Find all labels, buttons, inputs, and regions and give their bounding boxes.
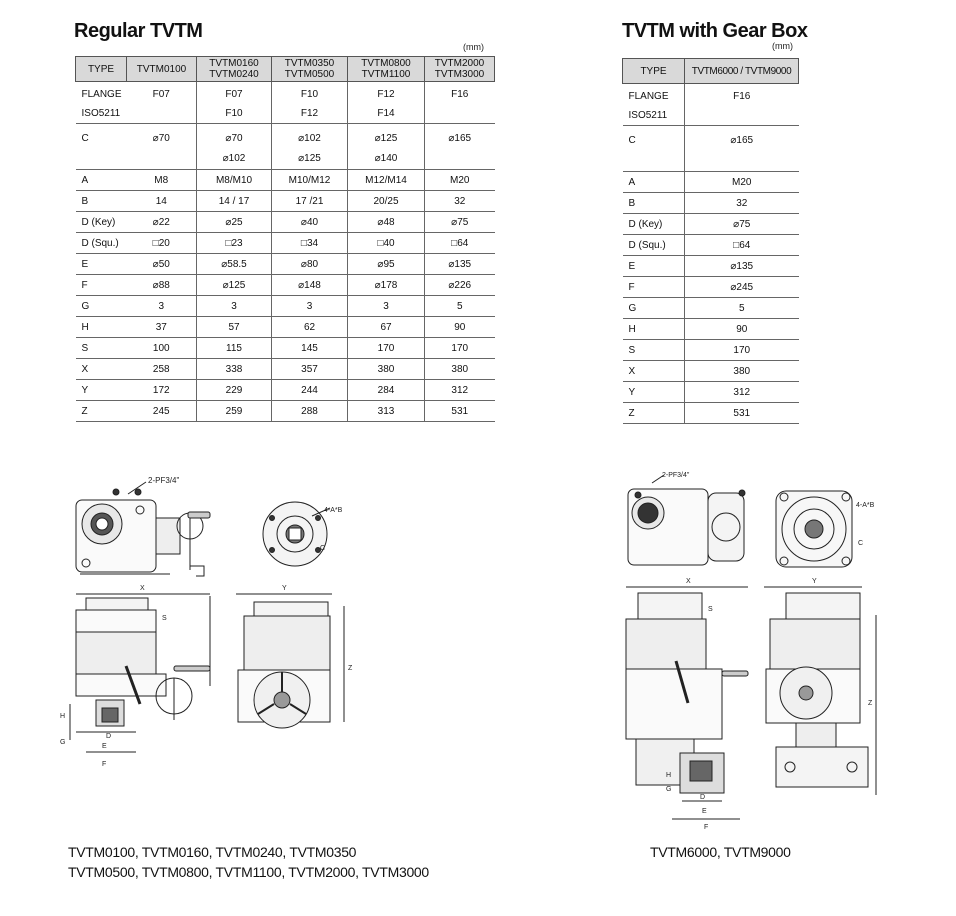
table-cell: 3 xyxy=(348,296,425,317)
row-label: D (Squ.) xyxy=(76,233,127,254)
table-cell: ⌀102 ⌀125 xyxy=(272,124,348,170)
gearbox-unit: (mm) xyxy=(772,41,793,51)
table-cell: □23 xyxy=(197,233,272,254)
row-label: Y xyxy=(623,382,685,403)
table-cell: ⌀70 ⌀102 xyxy=(197,124,272,170)
table-cell: □34 xyxy=(272,233,348,254)
regular-top-view xyxy=(76,482,210,576)
regular-front-view xyxy=(70,585,210,752)
regular-caption xyxy=(68,842,429,882)
table-cell: ⌀148 xyxy=(272,275,348,296)
table-cell: ⌀48 xyxy=(348,212,425,233)
g-label: G xyxy=(666,786,672,793)
table-cell: 14 xyxy=(127,191,197,212)
z-label: Z xyxy=(868,700,873,707)
table-cell: 245 xyxy=(127,401,197,422)
table-row xyxy=(623,382,799,403)
table-cell: F07 F10 xyxy=(197,82,272,124)
x-label: X xyxy=(140,585,145,592)
row-label: B xyxy=(76,191,127,212)
row-label: Y xyxy=(76,380,127,401)
table-row xyxy=(623,126,799,172)
regular-actuator-drawing xyxy=(50,470,370,780)
gearbox-side-view xyxy=(764,578,876,795)
table-cell: ⌀25 xyxy=(197,212,272,233)
table-cell: 57 xyxy=(197,317,272,338)
table-cell: ⌀75 xyxy=(685,214,799,235)
table-row xyxy=(76,317,495,338)
table-cell: M20 xyxy=(685,172,799,193)
y-label: Y xyxy=(282,585,287,592)
table-cell: □20 xyxy=(127,233,197,254)
gearbox-spec-table xyxy=(622,58,799,424)
row-label: A xyxy=(76,170,127,191)
row-label: E xyxy=(623,256,685,277)
c-label: C xyxy=(858,540,864,547)
table-row xyxy=(623,172,799,193)
table-row xyxy=(623,193,799,214)
table-cell: 312 xyxy=(425,380,495,401)
table-cell: 288 xyxy=(272,401,348,422)
port-label: 2-PF3/4" xyxy=(148,476,180,485)
table-cell: 145 xyxy=(272,338,348,359)
table-row xyxy=(623,298,799,319)
table-cell: 380 xyxy=(685,361,799,382)
table-cell: 531 xyxy=(685,403,799,424)
table-cell: F10 F12 xyxy=(272,82,348,124)
e-label: E xyxy=(102,743,107,750)
table-row xyxy=(623,403,799,424)
row-label: FLANGE ISO5211 xyxy=(623,84,685,126)
h-label: H xyxy=(60,713,66,720)
table-row xyxy=(623,319,799,340)
table-cell: ⌀165 xyxy=(685,126,799,172)
c-label: C xyxy=(320,545,326,552)
table-row xyxy=(76,380,495,401)
table-row xyxy=(76,401,495,422)
table-cell: ⌀125 xyxy=(197,275,272,296)
table-cell: 115 xyxy=(197,338,272,359)
table-cell: F16 xyxy=(425,82,495,124)
table-cell: 90 xyxy=(425,317,495,338)
row-label: E xyxy=(76,254,127,275)
table-cell: 5 xyxy=(425,296,495,317)
table-cell: ⌀58.5 xyxy=(197,254,272,275)
table-cell: 258 xyxy=(127,359,197,380)
header-col: TVTM0100 xyxy=(127,57,197,82)
row-label: A xyxy=(623,172,685,193)
holes-label: 4-A*B xyxy=(856,502,875,509)
table-cell: □40 xyxy=(348,233,425,254)
regular-unit: (mm) xyxy=(463,42,484,52)
table-cell: 380 xyxy=(348,359,425,380)
row-label: F xyxy=(76,275,127,296)
table-row xyxy=(623,214,799,235)
row-label: S xyxy=(76,338,127,359)
table-header-row xyxy=(623,59,799,84)
d-label: D xyxy=(700,794,706,801)
holes-label: 4-A*B xyxy=(324,507,343,514)
table-row xyxy=(76,124,495,170)
g-label: G xyxy=(60,739,66,746)
header-col: TVTM0800 TVTM1100 xyxy=(348,57,425,82)
row-label: F xyxy=(623,277,685,298)
table-cell: ⌀165 xyxy=(425,124,495,170)
gearbox-actuator-drawing xyxy=(610,465,890,835)
table-cell: 100 xyxy=(127,338,197,359)
table-cell: 170 xyxy=(685,340,799,361)
table-cell: 312 xyxy=(685,382,799,403)
table-cell: 3 xyxy=(127,296,197,317)
row-label: G xyxy=(623,298,685,319)
d-label: D xyxy=(106,733,112,740)
z-label: Z xyxy=(348,665,353,672)
table-cell: F12 F14 xyxy=(348,82,425,124)
table-cell: 284 xyxy=(348,380,425,401)
table-cell: 5 xyxy=(685,298,799,319)
header-type: TYPE xyxy=(623,59,685,84)
table-cell: 67 xyxy=(348,317,425,338)
row-label: C xyxy=(623,126,685,172)
row-label: Z xyxy=(623,403,685,424)
table-cell: 17 /21 xyxy=(272,191,348,212)
row-label: C xyxy=(76,124,127,170)
table-cell: ⌀70 xyxy=(127,124,197,170)
table-cell: 14 / 17 xyxy=(197,191,272,212)
x-label: X xyxy=(686,578,691,585)
table-cell: F07 xyxy=(127,82,197,124)
table-cell: ⌀75 xyxy=(425,212,495,233)
table-row xyxy=(76,82,495,124)
table-row xyxy=(623,256,799,277)
row-label: G xyxy=(76,296,127,317)
table-row xyxy=(76,212,495,233)
row-label: X xyxy=(623,361,685,382)
table-cell: M10/M12 xyxy=(272,170,348,191)
table-row xyxy=(76,254,495,275)
s-label: S xyxy=(162,615,167,622)
header-col: TVTM6000 / TVTM9000 xyxy=(685,59,799,84)
row-label: H xyxy=(623,319,685,340)
header-col: TVTM0350 TVTM0500 xyxy=(272,57,348,82)
table-cell: M8 xyxy=(127,170,197,191)
table-cell: ⌀22 xyxy=(127,212,197,233)
row-label: B xyxy=(623,193,685,214)
gearbox-flange-view xyxy=(776,491,852,567)
table-cell: 531 xyxy=(425,401,495,422)
table-cell: 172 xyxy=(127,380,197,401)
table-row xyxy=(623,361,799,382)
table-cell: ⌀135 xyxy=(425,254,495,275)
table-cell: 32 xyxy=(425,191,495,212)
regular-title: Regular TVTM xyxy=(74,20,203,42)
table-cell: F16 xyxy=(685,84,799,126)
row-label: H xyxy=(76,317,127,338)
table-cell: 3 xyxy=(197,296,272,317)
row-label: S xyxy=(623,340,685,361)
f-label: F xyxy=(704,824,709,831)
regular-flange-view xyxy=(263,502,330,566)
table-cell: ⌀80 xyxy=(272,254,348,275)
row-label: FLANGE ISO5211 xyxy=(76,82,127,124)
table-row xyxy=(76,296,495,317)
gearbox-top-view xyxy=(628,475,745,565)
y-label: Y xyxy=(812,578,817,585)
table-row xyxy=(76,359,495,380)
table-cell: ⌀40 xyxy=(272,212,348,233)
table-cell: ⌀178 xyxy=(348,275,425,296)
table-cell: M8/M10 xyxy=(197,170,272,191)
table-row xyxy=(623,84,799,126)
gearbox-title: TVTM with Gear Box xyxy=(622,20,808,42)
regular-spec-table xyxy=(75,56,495,422)
table-cell: 313 xyxy=(348,401,425,422)
row-label: D (Key) xyxy=(623,214,685,235)
table-row xyxy=(76,275,495,296)
s-label: S xyxy=(708,606,713,613)
table-cell: 3 xyxy=(272,296,348,317)
header-col: TVTM0160 TVTM0240 xyxy=(197,57,272,82)
table-cell: M20 xyxy=(425,170,495,191)
port-label: 2-PF3/4" xyxy=(662,472,690,479)
regular-caption-line: TVTM0100, TVTM0160, TVTM0240, TVTM0350 xyxy=(68,844,357,860)
table-cell: ⌀95 xyxy=(348,254,425,275)
table-cell: 37 xyxy=(127,317,197,338)
table-row xyxy=(76,338,495,359)
table-cell: 90 xyxy=(685,319,799,340)
table-cell: ⌀135 xyxy=(685,256,799,277)
header-type: TYPE xyxy=(76,57,127,82)
table-cell: ⌀226 xyxy=(425,275,495,296)
table-cell: □64 xyxy=(425,233,495,254)
table-row xyxy=(76,170,495,191)
table-cell: ⌀245 xyxy=(685,277,799,298)
gearbox-caption: TVTM6000, TVTM9000 xyxy=(650,844,791,860)
regular-side-view xyxy=(236,585,344,728)
table-cell: M12/M14 xyxy=(348,170,425,191)
table-cell: 229 xyxy=(197,380,272,401)
table-row xyxy=(623,277,799,298)
table-row xyxy=(76,191,495,212)
table-header-row xyxy=(76,57,495,82)
table-cell: ⌀50 xyxy=(127,254,197,275)
f-label: F xyxy=(102,761,107,768)
table-row xyxy=(623,340,799,361)
table-cell: 357 xyxy=(272,359,348,380)
table-cell: 244 xyxy=(272,380,348,401)
table-cell: ⌀88 xyxy=(127,275,197,296)
table-cell: 32 xyxy=(685,193,799,214)
h-label: H xyxy=(666,772,672,779)
gearbox-front-view xyxy=(626,578,748,819)
table-row xyxy=(623,235,799,256)
table-cell: 170 xyxy=(348,338,425,359)
row-label: D (Key) xyxy=(76,212,127,233)
table-row xyxy=(76,233,495,254)
row-label: X xyxy=(76,359,127,380)
table-cell: 20/25 xyxy=(348,191,425,212)
row-label: D (Squ.) xyxy=(623,235,685,256)
table-cell: 338 xyxy=(197,359,272,380)
table-cell: 62 xyxy=(272,317,348,338)
table-cell: □64 xyxy=(685,235,799,256)
table-cell: 380 xyxy=(425,359,495,380)
table-cell: 259 xyxy=(197,401,272,422)
header-col: TVTM2000 TVTM3000 xyxy=(425,57,495,82)
row-label: Z xyxy=(76,401,127,422)
table-cell: 170 xyxy=(425,338,495,359)
regular-caption-line: TVTM0500, TVTM0800, TVTM1100, TVTM2000, TVTM3000 xyxy=(68,864,429,880)
e-label: E xyxy=(702,808,707,815)
table-cell: ⌀125 ⌀140 xyxy=(348,124,425,170)
